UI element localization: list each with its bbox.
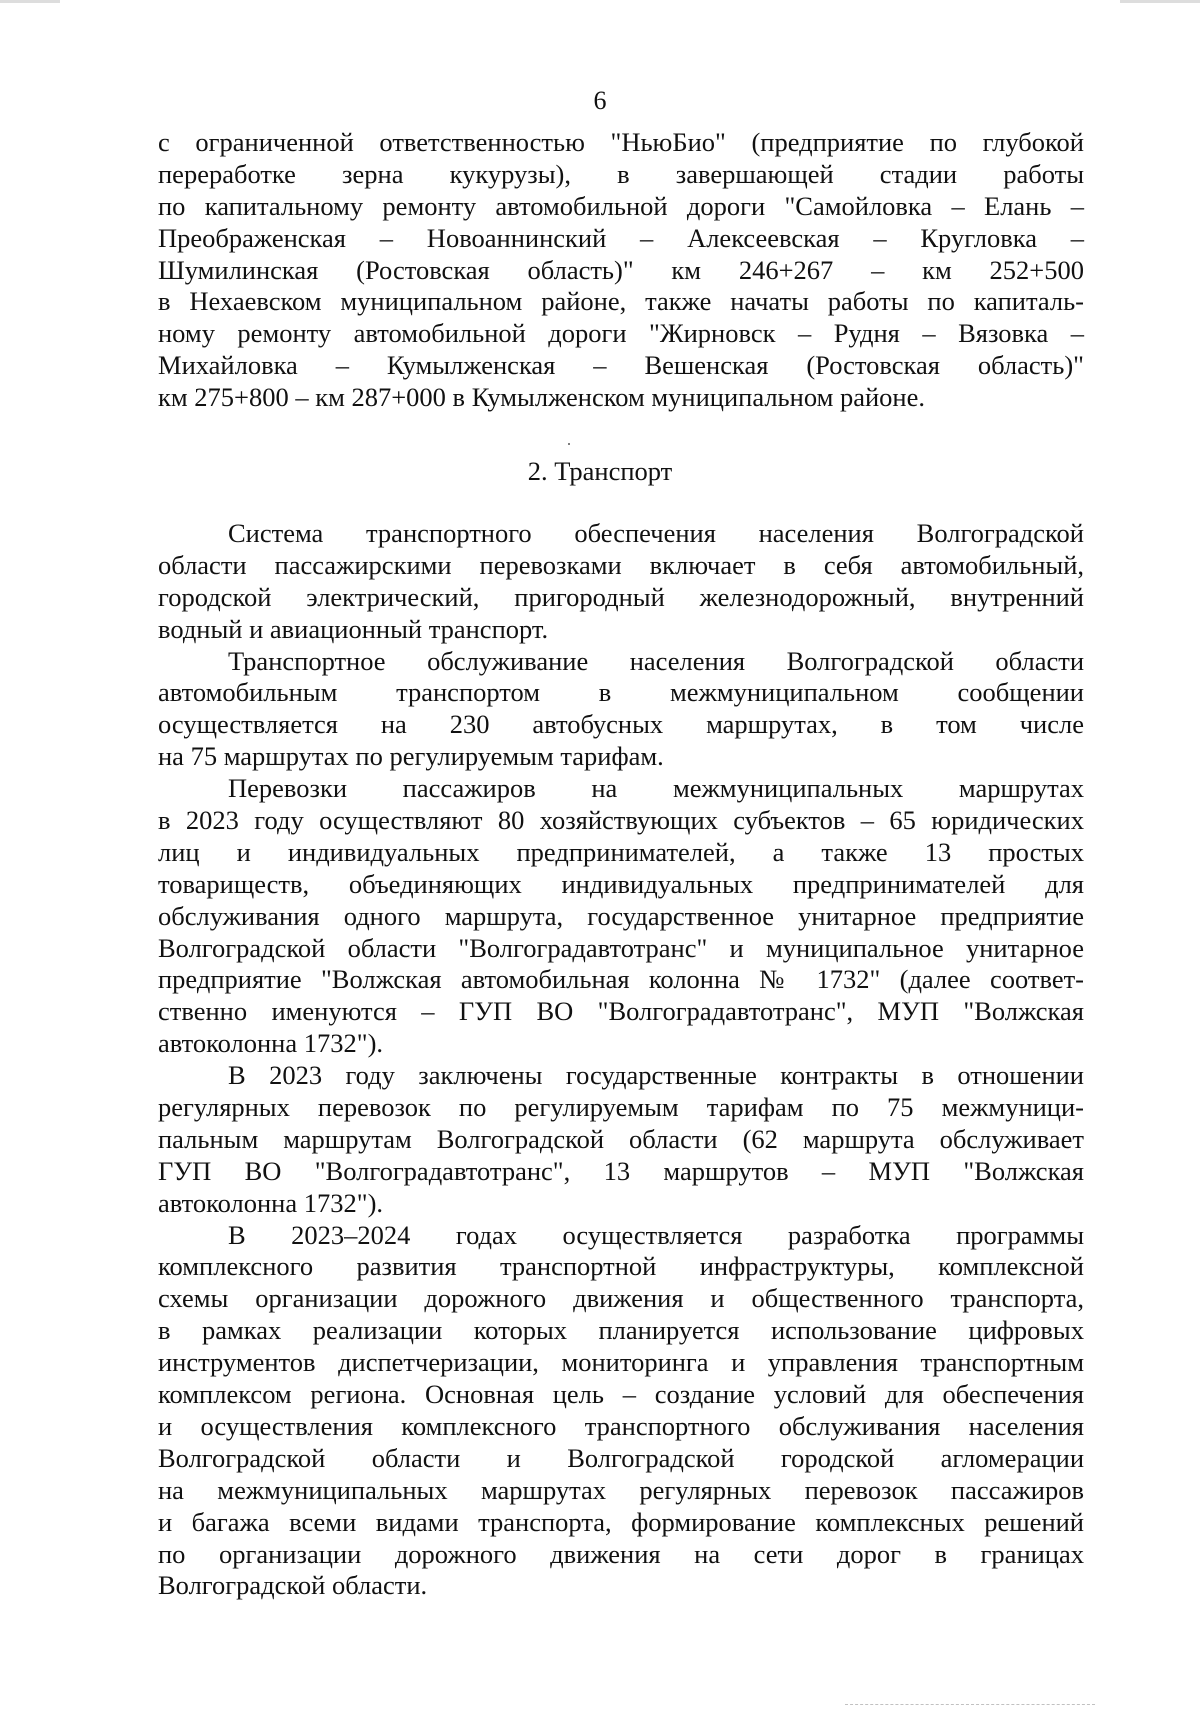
text-line: Перевозки пассажиров на межмуниципальных маршрутах: [228, 773, 1084, 804]
text-line: с ограниченной ответственностью "НьюБио" (предприятие по глубокой: [158, 127, 1084, 157]
section-body: [158, 518, 1084, 1602]
scan-speck: [568, 443, 570, 445]
text-line: по капитальному ремонту автомобильной дороги "Самойловка – Елань –: [158, 190, 1084, 221]
text-line: ственно именуются – ГУП ВО "Волгоградавтотранс", МУП "Волжская: [158, 996, 1084, 1027]
text-line: комплексного развития транспортной инфраструктуры, комплексной: [158, 1251, 1084, 1282]
text-line: на 75 маршрутах по регулируемым тарифам.: [158, 741, 664, 772]
text-line: и багажа всеми видами транспорта, формирование комплексных решений: [158, 1506, 1084, 1537]
text-line: Шумилинская (Ростовская область)" км 246+267 – км 252+500: [158, 254, 1084, 285]
section-title: 2. Транспорт: [527, 456, 673, 486]
text-line: ГУП ВО "Волгоградавтотранс", 13 маршрутов – МУП "Волжская: [158, 1155, 1084, 1186]
paragraph: [158, 1220, 1084, 1603]
text-line: Михайловка – Кумылженская – Вешенская (Ростовская область)": [158, 350, 1084, 381]
text-line: км 275+800 – км 287+000 в Кумылженском муниципальном районе.: [158, 382, 925, 413]
text-line: В 2023–2024 годах осуществляется разработка программы: [228, 1219, 1084, 1250]
text-line: схемы организации дорожного движения и общественного транспорта,: [158, 1283, 1084, 1314]
text-line: и осуществления комплексного транспортного обслуживания населения: [158, 1410, 1084, 1441]
text-line: Система транспортного обеспечения населения Волгоградской: [228, 518, 1084, 548]
text-line: автомобильным транспортом в межмуниципальном сообщении: [158, 677, 1084, 708]
paragraph: [158, 1060, 1084, 1219]
text-line: Волгоградской области.: [158, 1570, 428, 1601]
text-line: в 2023 году осуществляют 80 хозяйствующих субъектов – 65 юридических: [158, 805, 1084, 836]
text-line: области пассажирскими перевозками включает в себя автомобильный,: [158, 549, 1084, 580]
text-line: регулярных перевозок по регулируемым тарифам по 75 межмуници-: [158, 1092, 1084, 1123]
text-line: Преображенская – Новоаннинский – Алексеевская – Кругловка –: [158, 222, 1084, 253]
paragraph: [158, 646, 1084, 774]
paragraph: [158, 518, 1084, 646]
text-line: ному ремонту автомобильной дороги "Жирновск – Рудня – Вязовка –: [158, 318, 1084, 349]
text-line: Волгоградской области и Волгоградской городской агломерации: [158, 1442, 1084, 1473]
text-line: инструментов диспетчеризации, мониторинга и управления транспортным: [158, 1347, 1084, 1378]
text-line: водный и авиационный транспорт.: [158, 613, 549, 644]
text-line: В 2023 году заключены государственные контракты в отношении: [228, 1060, 1084, 1091]
text-line: товариществ, объединяющих индивидуальных предпринимателей для: [158, 868, 1084, 899]
scan-edge-top: [0, 0, 1200, 3]
page-number: 6: [593, 86, 607, 115]
text-line: автоколонна 1732").: [158, 1187, 384, 1218]
text-line: автоколонна 1732").: [158, 1028, 384, 1059]
text-line: Волгоградской области "Волгоградавтотранс" и муниципальное унитарное: [158, 932, 1084, 963]
text-line: комплексом региона. Основная цель – создание условий для обеспечения: [158, 1379, 1084, 1410]
text-line: осуществляется на 230 автобусных маршрутах, в том числе: [158, 709, 1084, 740]
paragraph: [158, 773, 1084, 1060]
text-line: переработке зерна кукурузы), в завершающей стадии работы: [158, 158, 1084, 189]
text-line: в Нехаевском муниципальном районе, также начаты работы по капиталь-: [158, 286, 1084, 317]
text-line: в рамках реализации которых планируется использование цифровых: [158, 1315, 1084, 1346]
text-line: Транспортное обслуживание населения Волгоградской области: [228, 645, 1084, 676]
text-line: пальным маршрутам Волгоградской области (62 маршрута обслуживает: [158, 1123, 1084, 1154]
continuation-paragraph: [158, 127, 1084, 414]
scan-edge-bottom: [845, 1703, 1095, 1705]
text-line: городской электрический, пригородный железнодорожный, внутренний: [158, 581, 1084, 612]
text-line: на межмуниципальных маршрутах регулярных перевозок пассажиров: [158, 1474, 1084, 1505]
text-line: обслуживания одного маршрута, государственное унитарное предприятие: [158, 900, 1084, 931]
text-line: по организации дорожного движения на сети дорог в границах: [158, 1538, 1084, 1569]
text-line: лиц и индивидуальных предпринимателей, а также 13 простых: [158, 836, 1084, 867]
text-line: предприятие "Волжская автомобильная колонна № 1732" (далее соответ-: [158, 964, 1084, 995]
